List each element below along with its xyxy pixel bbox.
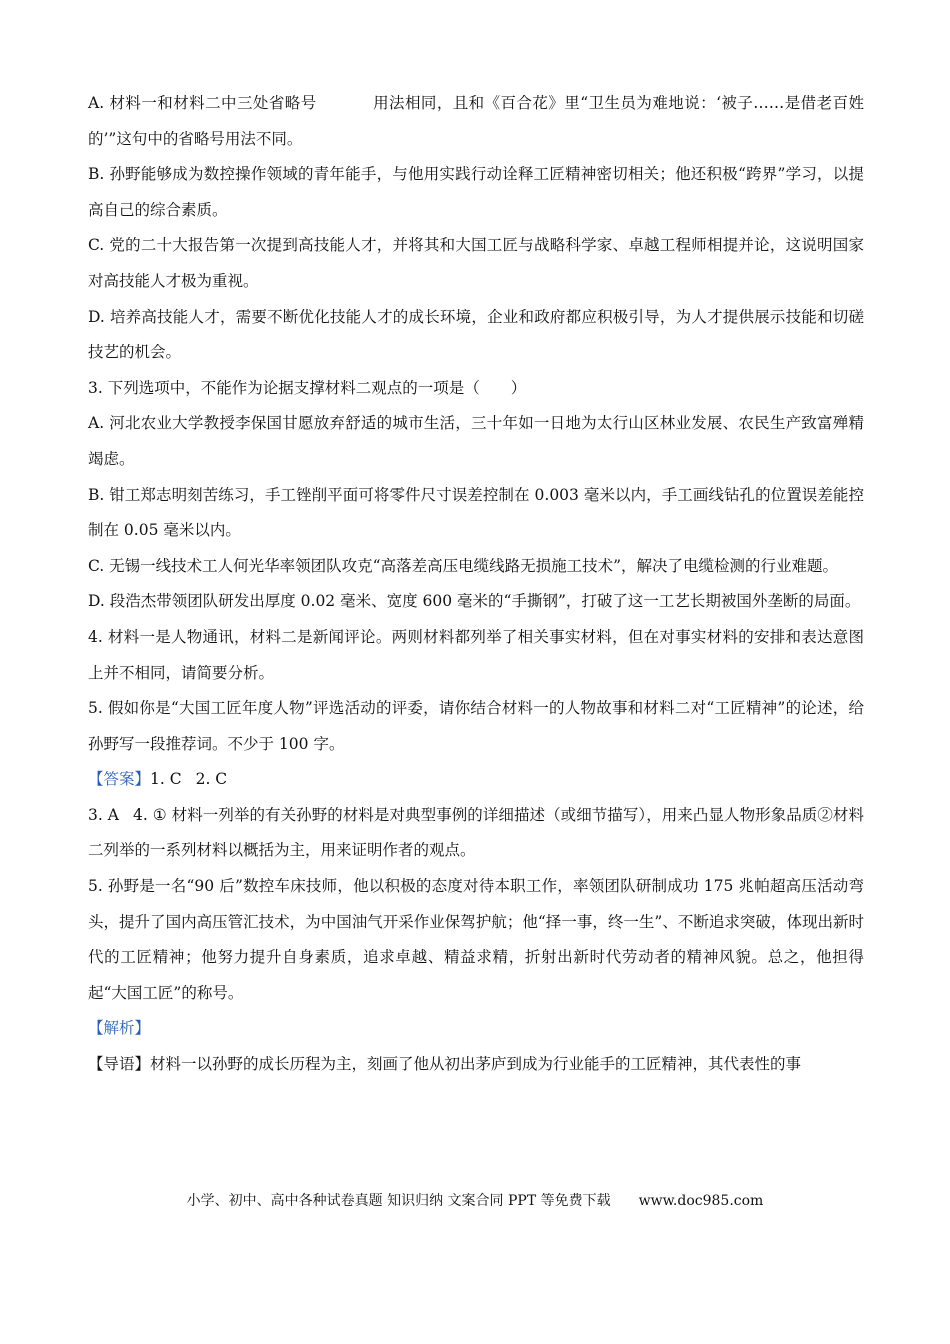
- q3-option-d: D. 段浩杰带领团队研发出厚度 0.02 毫米、宽度 600 毫米的“手撕钢”，打破了这一工艺长期被国外垄断的局面。: [88, 592, 861, 611]
- footer-text: 小学、初中、高中各种试卷真题 知识归纳 文案合同 PPT 等免费下载: [186, 1193, 611, 1209]
- answer-4: 4. ① 材料一列举的有关孙野的材料是对典型事例的详细描述（或细节描写），用来凸显人物形象品质②材料二列举的一系列材料以概括为主，用来证明作者的观点。: [88, 805, 864, 860]
- q3-stem: 3. 下列选项中，不能作为论据支撑材料二观点的一项是（ ）: [88, 378, 527, 397]
- analysis-tag-line: [88, 1011, 864, 1047]
- answer-3-4: [88, 798, 864, 869]
- analysis-intro: [88, 1047, 864, 1083]
- q2-option-c: C. 党的二十大报告第一次提到高技能人才，并将其和大国工匠与战略科学家、卓越工程师相提并论，这说明国家对高技能人才极为重视。: [88, 236, 864, 290]
- answer-line: [88, 762, 864, 798]
- answer-1: 1. C: [150, 770, 182, 789]
- q2-option-d: D. 培养高技能人才，需要不断优化技能人才的成长环境，企业和政府都应积极引导，为人才提供展示技能和切磋技艺的机会。: [88, 307, 864, 362]
- q2-option-b: B. 孙野能够成为数控操作领域的青年能手，与他用实践行动诠释工匠精神密切相关；他还积极“跨界”学习，以提高自己的综合素质。: [88, 165, 864, 219]
- answer-3: 3. A: [88, 805, 119, 824]
- analysis-tag: 【解析】: [88, 1019, 151, 1038]
- answer-tag: 【答案】: [88, 770, 151, 789]
- q4-stem: 4. 材料一是人物通讯，材料二是新闻评论。两则材料都列举了相关事实材料，但在对事实材料的安排和表达意图上并不相同，请简要分析。: [88, 627, 864, 682]
- intro-text: 材料一以孙野的成长历程为主，刻画了他从初出茅庐到成为行业能手的工匠精神，其代表性的事: [150, 1055, 802, 1074]
- footer-site-link[interactable]: www.doc985.com: [638, 1193, 764, 1209]
- document-body: [88, 86, 864, 1083]
- q3-option-c: C. 无锡一线技术工人何光华率领团队攻克“高落差高压电缆线路无损施工技术”，解决了电缆检测的行业难题。: [88, 556, 839, 575]
- answer-2: 2. C: [195, 770, 228, 789]
- q3-option-a: A. 河北农业大学教授李保国甘愿放弃舒适的城市生活，三十年如一日地为太行山区林业发展、农民生产致富殚精竭虑。: [88, 414, 864, 468]
- q5-stem: 5. 假如你是“大国工匠年度人物”评选活动的评委，请你结合材料一的人物故事和材料二对“工匠精神”的论述，给孙野写一段推荐词。不少于 100 字。: [88, 699, 864, 753]
- q3-option-b: B. 钳工郑志明刻苦练习，手工锉削平面可将零件尺寸误差控制在 0.003 毫米以内，手工画线钻孔的位置误差能控制在 0.05 毫米以内。: [88, 485, 864, 540]
- q2-option-a: A. 材料一和材料二中三处省略号 用法相同，且和《百合花》里“卫生员为难地说：‘被子……是借老百姓的’”这句中的省略号用法不同。: [88, 94, 864, 148]
- page-footer: [0, 1190, 950, 1210]
- intro-tag: 【导语】: [88, 1055, 151, 1074]
- answer-5: 5. 孙野是一名“90 后”数控车床技师，他以积极的态度对待本职工作，率领团队研制成功 175 兆帕超高压活动弯头，提升了国内高压管汇技术，为中国油气开采作业保驾护航；他“择一事，终一生”、不断追求突破，体现出新时代的工匠精神；他努力提升自身素质，追求卓越、精益求精，折射出新时代劳动者的精神风貌。总之，他担得起“大国工匠”的称号。: [88, 877, 864, 1002]
